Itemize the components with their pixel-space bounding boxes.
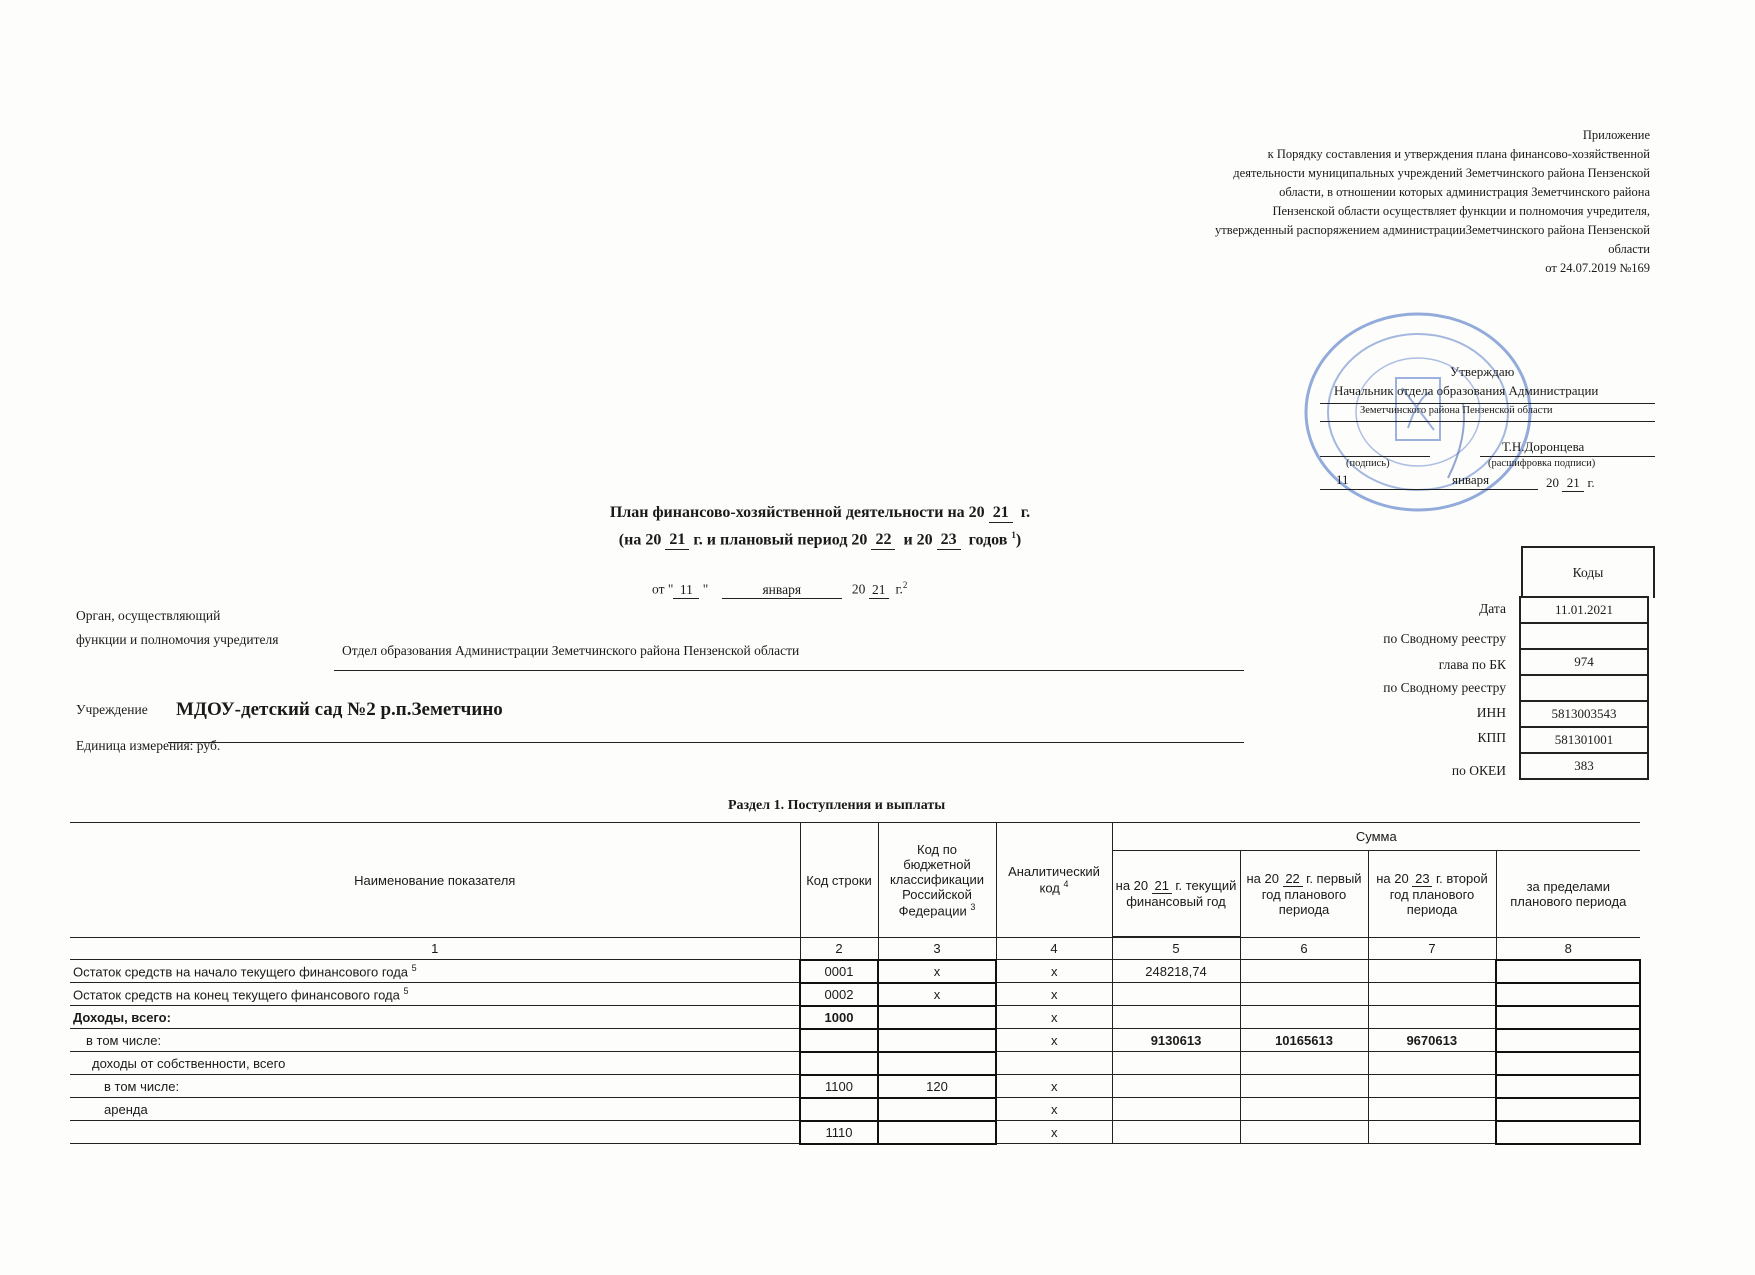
row-bk: 120 (878, 1075, 996, 1098)
approval-signer-name: Т.Н.Доронцева (1502, 439, 1585, 454)
code-inn: 5813003543 (1520, 701, 1648, 727)
row-code: 1110 (800, 1121, 878, 1144)
row-y4 (1496, 960, 1640, 983)
row-y3 (1368, 983, 1496, 1006)
row-y3: 9670613 (1368, 1029, 1496, 1052)
col-num: 2 (800, 938, 878, 960)
appendix-line: Пензенской области осуществляет функции и полномочия учредителя, (1272, 204, 1650, 218)
decode-caption: (расшифровка подписи) (1488, 458, 1596, 469)
row-y1: 248218,74 (1112, 960, 1240, 983)
institution-value: МДОУ-детский сад №2 р.п.Земетчино (176, 699, 503, 720)
row-code: 0002 (800, 983, 878, 1006)
codes-label: ИНН (1476, 705, 1506, 720)
codes-table (1519, 596, 1649, 780)
row-y4 (1496, 1121, 1640, 1144)
row-y2 (1240, 960, 1368, 983)
code-kpp: 581301001 (1520, 727, 1648, 753)
col-num: 4 (996, 938, 1112, 960)
row-y2 (1240, 1121, 1368, 1144)
appendix-line: области, в отношении которых администрация Земетчинского района (1279, 185, 1650, 199)
header-year-4: за пределами планового периода (1496, 851, 1640, 938)
row-y2 (1240, 1075, 1368, 1098)
page-subtitle: (на 20 21 г. и плановый период 20 22 и 20 23 годов $^1$) (618, 530, 1022, 549)
table-row (70, 1029, 1640, 1052)
row-analytic: х (996, 1006, 1112, 1029)
row-name (70, 1121, 800, 1144)
row-y3 (1368, 1006, 1496, 1029)
row-y2 (1240, 1098, 1368, 1121)
header-name: Наименование показателя (70, 823, 800, 938)
row-code (800, 1052, 878, 1075)
codes-label: глава по БК (1438, 657, 1506, 672)
approval-month: января (1452, 472, 1490, 487)
row-y4 (1496, 1029, 1640, 1052)
header-bk: Код по бюджетной классификации Российской Федерации $^3$ (878, 823, 996, 938)
row-name: Доходы, всего: (70, 1006, 800, 1029)
row-y4 (1496, 1006, 1640, 1029)
row-bk (878, 1052, 996, 1075)
header-sum: Сумма (1112, 823, 1640, 851)
table-row (70, 1052, 1640, 1075)
row-y3 (1368, 1052, 1496, 1075)
codes-label: по ОКЕИ (1451, 763, 1506, 778)
row-code: 1100 (800, 1075, 878, 1098)
org-value: Отдел образования Администрации Земетчинского района Пензенской области (342, 643, 800, 658)
header-code: Код строки (800, 823, 878, 938)
row-analytic: х (996, 1098, 1112, 1121)
appendix-line: Приложение (1582, 128, 1650, 142)
codes-header: Коды (1521, 546, 1655, 598)
header-year-1: на 20 21 г. текущий финансовый год (1112, 851, 1240, 937)
row-bk: х (878, 983, 996, 1006)
col-num: 7 (1368, 938, 1496, 960)
row-y4 (1496, 1075, 1640, 1098)
code-date: 11.01.2021 (1520, 597, 1648, 623)
approval-position: Начальник отдела образования Администрации (1334, 383, 1599, 398)
row-y1 (1112, 1075, 1240, 1098)
codes-label: по Сводному реестру (1383, 680, 1506, 695)
row-name: доходы от собственности, всего (70, 1052, 800, 1075)
codes-label: Дата (1479, 601, 1506, 616)
row-y1 (1112, 983, 1240, 1006)
row-code (800, 1098, 878, 1121)
row-y1 (1112, 1121, 1240, 1144)
row-name: в том числе: (70, 1075, 800, 1098)
row-analytic: х (996, 960, 1112, 983)
org-label-1: Орган, осуществляющий (76, 608, 221, 623)
row-code: 0001 (800, 960, 878, 983)
approval-day: 11 (1336, 472, 1349, 487)
unit-label: Единица измерения: руб. (76, 738, 221, 753)
appendix-line: от 24.07.2019 №169 (1545, 261, 1650, 275)
row-y4 (1496, 983, 1640, 1006)
approval-heading: Утверждаю (1450, 364, 1515, 379)
row-y2 (1240, 983, 1368, 1006)
row-y1 (1112, 1098, 1240, 1121)
row-y4 (1496, 1052, 1640, 1075)
header-analytic: Аналитический код $^4$ (996, 823, 1112, 938)
col-num: 8 (1496, 938, 1640, 960)
row-y3 (1368, 1075, 1496, 1098)
header-year-3: на 20 23 г. второй год планового периода (1368, 851, 1496, 938)
table-row (70, 983, 1640, 1006)
plan-date: от " 11 " января 20 21 г.$^2$ (652, 580, 908, 597)
table-row (70, 1075, 1640, 1098)
row-analytic: х (996, 1121, 1112, 1144)
row-name: Остаток средств на начало текущего финансового года $^5$ (70, 960, 800, 983)
sign-caption: (подпись) (1346, 458, 1390, 469)
row-analytic: х (996, 1029, 1112, 1052)
row-y1 (1112, 1006, 1240, 1029)
code-glava-bk: 974 (1520, 649, 1648, 675)
row-code: 1000 (800, 1006, 878, 1029)
row-y4 (1496, 1098, 1640, 1121)
table-row (70, 1098, 1640, 1121)
row-y1 (1112, 1052, 1240, 1075)
row-bk (878, 1098, 996, 1121)
section-title: Раздел 1. Поступления и выплаты (728, 798, 946, 813)
row-y3 (1368, 1121, 1496, 1144)
code-svod-2 (1520, 675, 1648, 701)
page-title: План финансово-хозяйственной деятельности на 20 21 г. (609, 504, 1031, 521)
row-bk: х (878, 960, 996, 983)
row-name: Остаток средств на конец текущего финансового года $^5$ (70, 983, 800, 1006)
row-y1: 9130613 (1112, 1029, 1240, 1052)
col-num: 5 (1112, 938, 1240, 960)
header-year-2: на 20 22 г. первый год планового периода (1240, 851, 1368, 938)
table-row (70, 1006, 1640, 1029)
row-y2 (1240, 1052, 1368, 1075)
row-analytic: х (996, 1075, 1112, 1098)
approval-org: Земетчинского района Пензенской области (1360, 405, 1553, 416)
col-num: 6 (1240, 938, 1368, 960)
org-label-2: функции и полномочия учредителя (76, 632, 279, 647)
appendix-line: области (1608, 242, 1650, 256)
table-row (70, 960, 1640, 983)
approval-year: 20 21 г. (1546, 475, 1595, 490)
table-row (70, 1121, 1640, 1144)
appendix-line: утвержденный распоряжением администрацииЗеметчинского района Пензенской (1215, 223, 1650, 237)
row-bk (878, 1121, 996, 1144)
col-num: 1 (70, 938, 800, 960)
row-name: аренда (70, 1098, 800, 1121)
row-y3 (1368, 960, 1496, 983)
appendix-line: к Порядку составления и утверждения плана финансово-хозяйственной (1267, 147, 1650, 161)
institution-label: Учреждение (76, 702, 148, 717)
row-y2: 10165613 (1240, 1029, 1368, 1052)
row-bk (878, 1029, 996, 1052)
row-code (800, 1029, 878, 1052)
row-y2 (1240, 1006, 1368, 1029)
row-bk (878, 1006, 996, 1029)
codes-label: по Сводному реестру (1383, 631, 1506, 646)
code-svod-1 (1520, 623, 1648, 649)
finance-table (70, 822, 1641, 1145)
col-num: 3 (878, 938, 996, 960)
row-y3 (1368, 1098, 1496, 1121)
row-analytic (996, 1052, 1112, 1075)
row-name: в том числе: (70, 1029, 800, 1052)
row-analytic: х (996, 983, 1112, 1006)
appendix-line: деятельности муниципальных учреждений Земетчинского района Пензенской (1233, 166, 1650, 180)
appendix-block (1090, 126, 1650, 278)
code-okei: 383 (1520, 753, 1648, 779)
codes-label: КПП (1477, 730, 1506, 745)
